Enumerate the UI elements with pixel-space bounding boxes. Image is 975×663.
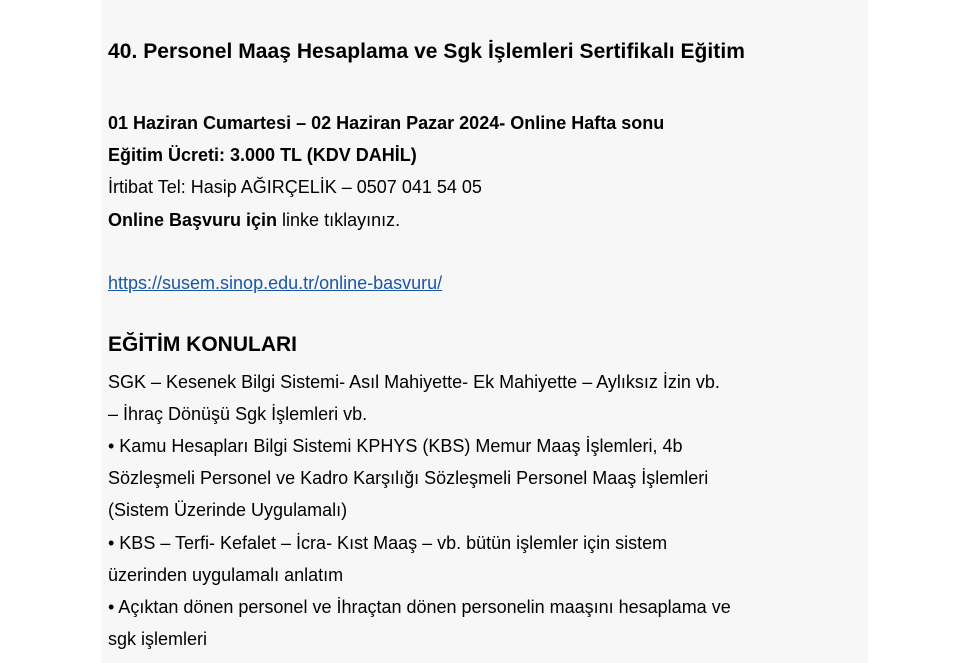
date-line: 01 Haziran Cumartesi – 02 Haziran Pazar 2024- Online Hafta sonu xyxy=(108,113,665,133)
fee-line: Eğitim Ücreti: 3.000 TL (KDV DAHİL) xyxy=(108,145,417,165)
apply-bold-text: Online Başvuru için xyxy=(108,210,278,230)
topic-line: • Kamu Hesapları Bilgi Sistemi KPHYS (KBS) Memur Maaş İşlemleri, 4b xyxy=(108,436,683,456)
topic-line: SGK – Kesenek Bilgi Sistemi- Asıl Mahiyette- Ek Mahiyette – Aylıksız İzin vb. xyxy=(108,372,720,392)
topic-line: • Açıktan dönen personel ve İhraçtan dönen personelin maaşını hesaplama ve xyxy=(108,597,731,617)
link-line xyxy=(108,272,442,294)
apply-rest-text: linke tıklayınız. xyxy=(277,210,401,230)
topic-line: üzerinden uygulamalı anlatım xyxy=(108,565,344,585)
contact-line: İrtibat Tel: Hasip AĞIRÇELİK – 0507 041 54 05 xyxy=(108,177,482,197)
topic-line: • KBS – Terfi- Kefalet – İcra- Kıst Maaş – vb. bütün işlemler için sistem xyxy=(108,533,668,553)
topics-heading: EĞİTİM KONULARI xyxy=(108,333,297,356)
apply-line xyxy=(108,209,400,231)
application-link[interactable]: https://susem.sinop.edu.tr/online-basvuru/ xyxy=(108,273,443,293)
topic-line: (Sistem Üzerinde Uygulamalı) xyxy=(108,500,348,520)
topic-line: – İhraç Dönüşü Sgk İşlemleri vb. xyxy=(108,404,368,424)
document-title: 40. Personel Maaş Hesaplama ve Sgk İşlemleri Sertifikalı Eğitim xyxy=(108,40,745,63)
topic-line: sgk işlemleri xyxy=(108,629,208,649)
topic-line: Sözleşmeli Personel ve Kadro Karşılığı Sözleşmeli Personel Maaş İşlemleri xyxy=(108,468,709,488)
